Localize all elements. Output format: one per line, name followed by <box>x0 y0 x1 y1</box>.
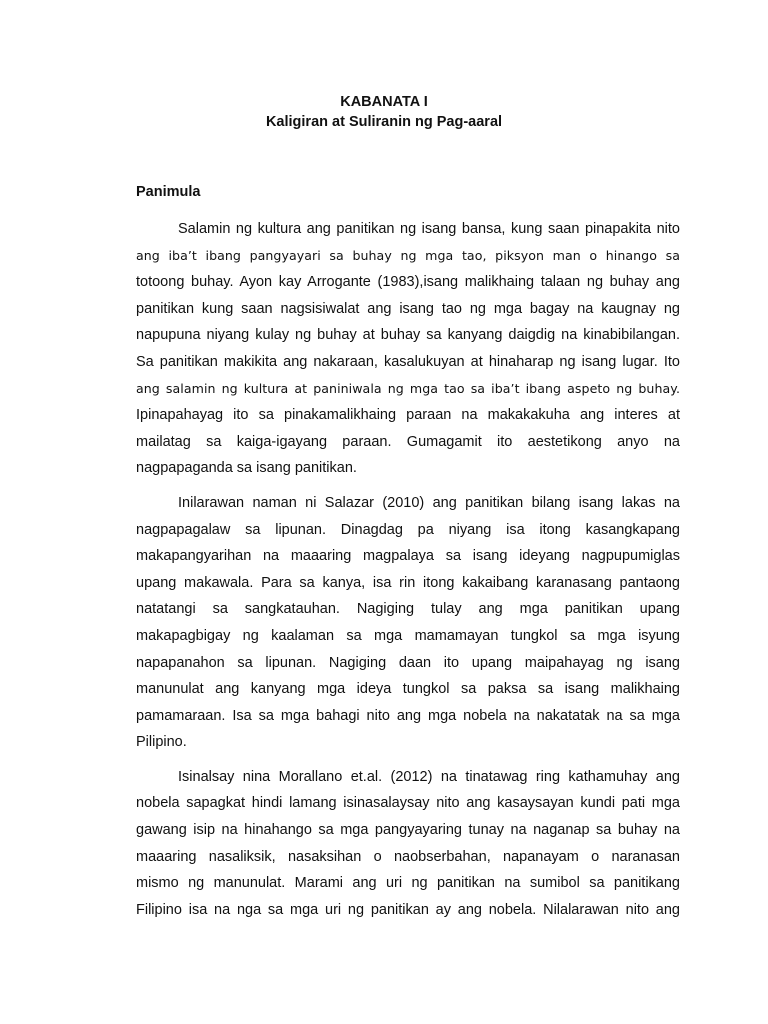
body-text <box>136 216 680 931</box>
paragraph-line: manunulat ang kanyang mga ideya tungkol sa paksa sa isang malikhaing <box>136 681 680 698</box>
paragraph-line: totoong buhay. Ayon kay Arrogante (1983),isang malikhaing talaan ng buhay ang <box>136 274 680 291</box>
paragraph-line: upang makawala. Para sa kanya, isa rin itong kakaibang karanasang pantaong <box>136 574 680 591</box>
chapter-title: Kaligiran at Suliranin ng Pag-aaral <box>265 114 503 130</box>
paragraph-line: mailatag sa kaiga-igayang paraan. Gumagamit ito aestetikong anyo na <box>136 433 680 450</box>
paragraph-line: Inilarawan naman ni Salazar (2010) ang panitikan bilang isang lakas na <box>178 494 680 511</box>
paragraph-line: Pilipino. <box>136 734 187 751</box>
paragraph-line: ang iba’t ibang pangyayari sa buhay ng mga tao, piksyon man o hinango sa <box>136 247 680 263</box>
paragraph-line: Filipino isa na nga sa mga uri ng panitikan ay ang nobela. Nilalarawan nito ang <box>136 901 680 918</box>
chapter-title-block <box>0 92 768 132</box>
paragraph-line: napupuna niyang kulay ng buhay at buhay sa kanyang daigdig na kinabibilangan. <box>136 327 680 344</box>
paragraph-line: maaaring nasaliksik, nasaksihan o naobserbahan, napanayam o naranasan <box>136 848 680 865</box>
paragraph-line: natatangi sa sangkatauhan. Nagiging tulay ang mga panitikan upang <box>136 601 680 618</box>
paragraph-line: panitikan kung saan nagsisiwalat ang isang tao ng mga bagay na kaugnay ng <box>136 300 680 317</box>
paragraph-3 <box>136 764 680 924</box>
paragraph-line: pamamaraan. Isa sa mga bahagi nito ang mga nobela na nakatatak na sa mga <box>136 707 680 724</box>
paragraph-1 <box>136 216 680 482</box>
paragraph-line: napapanahon sa lipunan. Nagiging daan ito upang maipahayag ng isang <box>136 654 680 671</box>
paragraph-line: nagpapagalaw sa lipunan. Dinagdag pa niyang isa itong kasangkapang <box>136 521 680 538</box>
section-heading: Panimula <box>136 184 201 200</box>
paragraph-line: Salamin ng kultura ang panitikan ng isang bansa, kung saan pinapakita nito <box>178 221 680 237</box>
paragraph-line: makapangyarihan na maaaring magpalaya sa isang ideyang nagpupumiglas <box>136 548 680 565</box>
paragraph-line: Isinalsay nina Morallano et.al. (2012) na tinatawag ring kathamuhay ang <box>178 768 680 785</box>
paragraph-line: makapagbigay ng kaalaman sa mga mamamayan tungkol sa mga isyung <box>136 627 680 644</box>
paragraph-line: Ipinapahayag ito sa pinakamalikhaing paraan na makakakuha ang interes at <box>136 407 680 424</box>
paragraph-2 <box>136 490 680 756</box>
paragraph-line: gawang isip na hinahango sa mga pangyayaring tunay na naganap sa buhay na <box>136 822 680 839</box>
paragraph-line: Sa panitikan makikita ang nakaraan, kasalukuyan at hinaharap ng isang lugar. Ito <box>136 353 680 370</box>
chapter-number: KABANATA I <box>340 94 428 110</box>
paragraph-line: nagpapaganda sa isang panitikan. <box>136 460 357 477</box>
paragraph-line: mismo ng manunulat. Marami ang uri ng panitikan na sumibol sa panitikang <box>136 875 680 892</box>
paragraph-line: nobela sapagkat hindi lamang isinasalaysay nito ang kasaysayan kundi pati mga <box>136 795 680 812</box>
paragraph-line: ang salamin ng kultura at paniniwala ng mga tao sa iba’t ibang aspeto ng buhay. <box>136 380 680 396</box>
